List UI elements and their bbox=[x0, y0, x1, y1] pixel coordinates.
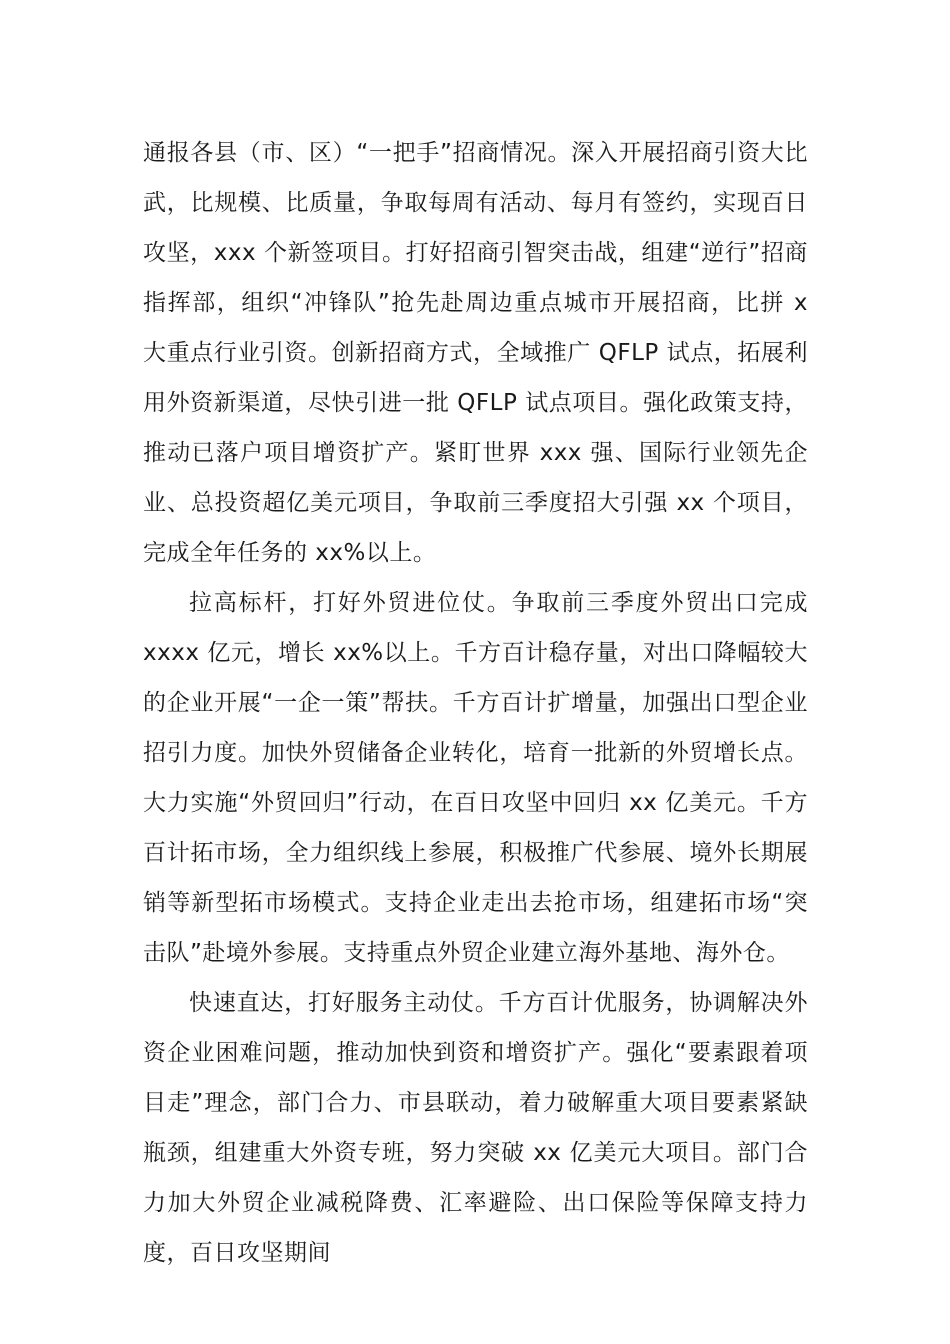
document-body bbox=[143, 128, 808, 1278]
paragraph-service: 快速直达，打好服务主动仗。千方百计优服务，协调解决外资企业困难问题，推动加快到资和增资扩产。强化“要素跟着项目走”理念，部门合力、市县联动，着力破解重大项目要素紧缺瓶颈，组建重大外资专班，努力突破 xx 亿美元大项目。部门合力加大外贸企业减税降费、汇率避险、出口保险等保障支持力度，百日攻坚期间 bbox=[143, 990, 808, 1266]
paragraph-foreign-trade: 拉高标杆，打好外贸进位仗。争取前三季度外贸出口完成 xxxx 亿元，增长 xx%以上。千方百计稳存量，对出口降幅较大的企业开展“一企一策”帮扶。千方百计扩增量，加强出口型企业招引力度。加快外贸储备企业转化，培育一批新的外贸增长点。大力实施“外贸回归”行动，在百日攻坚中回归 xx 亿美元。千方百计拓市场，全力组织线上参展，积极推广代参展、境外长期展销等新型拓市场模式。支持企业走出去抢市场，组建拓市场“突击队”赴境外参展。支持重点外贸企业建立海外基地、海外仓。 bbox=[143, 590, 808, 966]
paragraph-investment: 通报各县（市、区）“一把手”招商情况。深入开展招商引资大比武，比规模、比质量，争取每周有活动、每月有签约，实现百日攻坚，xxx 个新签项目。打好招商引智突击战，组建“逆行”招商指挥部，组织“冲锋队”抢先赴周边重点城市开展招商，比拼 x 大重点行业引资。创新招商方式，全域推广 QFLP 试点，拓展利用外资新渠道，尽快引进一批 QFLP 试点项目。强化政策支持，推动已落户项目增资扩产。紧盯世界 xxx 强、国际行业领先企业、总投资超亿美元项目，争取前三季度招大引强 xx 个项目，完成全年任务的 xx%以上。 bbox=[143, 140, 808, 566]
